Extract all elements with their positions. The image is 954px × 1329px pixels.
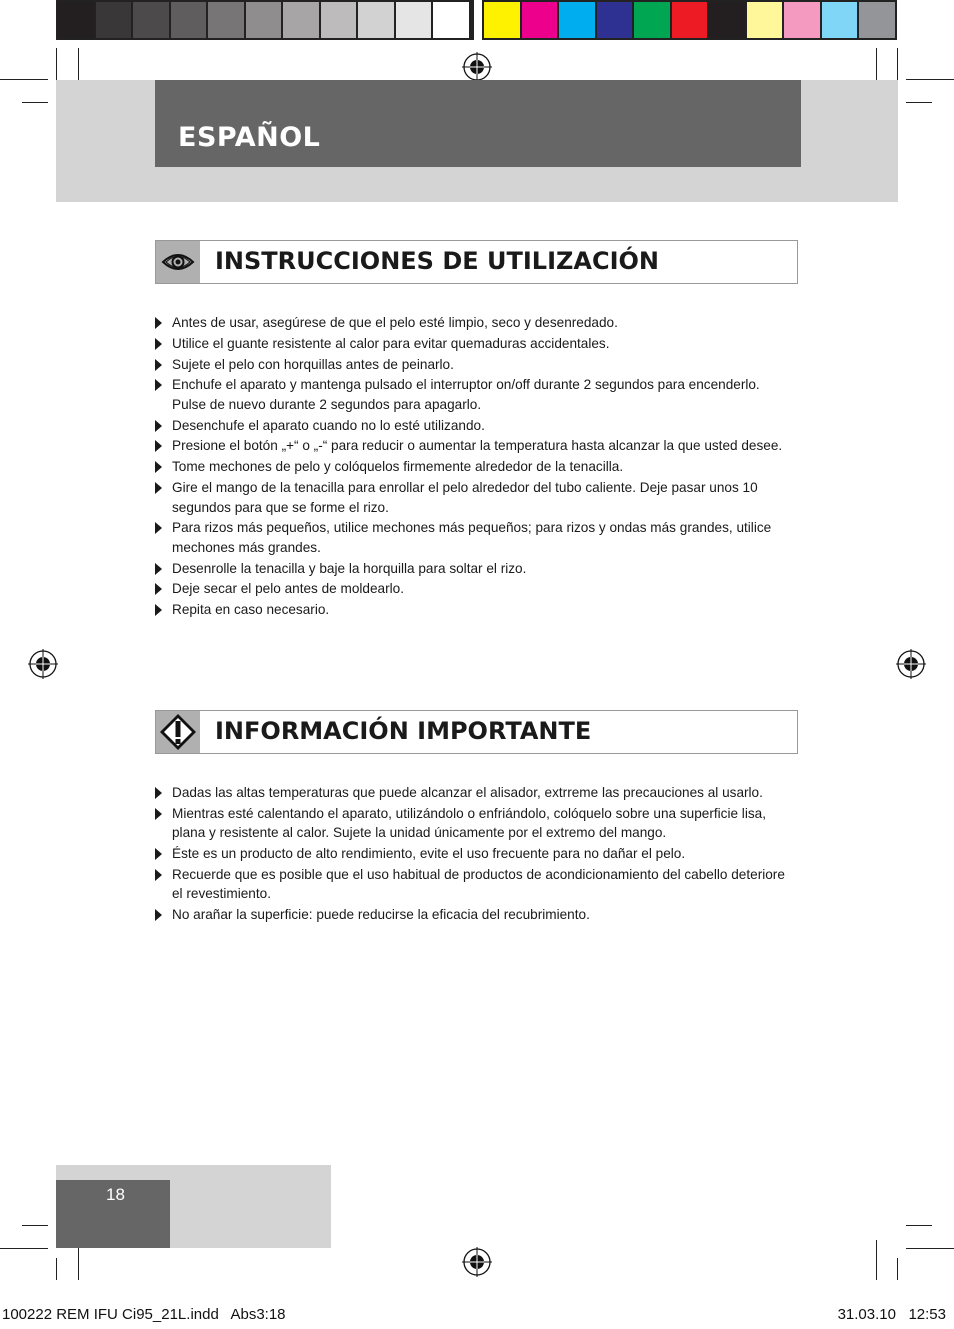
color-swatch (283, 2, 319, 38)
color-swatch (709, 2, 745, 38)
bullet-arrow-icon (155, 359, 162, 371)
color-swatch (321, 2, 357, 38)
list-item (155, 375, 785, 414)
bullet-arrow-icon (155, 420, 162, 432)
crop-mark (56, 1258, 57, 1280)
usage-instructions-list (155, 313, 785, 621)
color-swatch (208, 2, 244, 38)
color-swatch (559, 2, 595, 38)
eye-icon (156, 241, 200, 283)
bullet-arrow-icon (155, 440, 162, 452)
color-swatch (171, 2, 207, 38)
important-info-list (155, 783, 785, 926)
crop-mark (0, 79, 48, 80)
list-item (155, 355, 785, 375)
bullet-arrow-icon (155, 338, 162, 350)
list-item (155, 905, 785, 925)
bullet-arrow-icon (155, 848, 162, 860)
list-item (155, 600, 785, 620)
color-swatch (246, 2, 282, 38)
list-item (155, 783, 785, 803)
color-swatch (58, 2, 94, 38)
list-item-text: Para rizos más pequeños, utilice mechones más pequeños; para rizos y ondas más grandes, utilice mechones más grandes. (172, 520, 772, 555)
list-item-text: Repita en caso necesario. (172, 602, 330, 618)
list-item (155, 579, 785, 599)
color-swatch (597, 2, 633, 38)
list-item-text: Sujete el pelo con horquillas antes de peinarlo. (172, 356, 454, 372)
bullet-arrow-icon (155, 461, 162, 473)
list-item (155, 865, 785, 904)
file-slug: 100222 REM IFU Ci95_21L.indd Abs3:18 (2, 1306, 286, 1323)
bullet-arrow-icon (155, 522, 162, 534)
list-item-text: Tome mechones de pelo y colóquelos firmemente alrededor de la tenacilla. (172, 459, 624, 475)
important-section-title: INFORMACIÓN IMPORTANTE (215, 717, 592, 745)
crop-mark (906, 79, 954, 80)
list-item-text: Deje secar el pelo antes de moldearlo. (172, 581, 404, 597)
list-item-text: No arañar la superficie: puede reducirse la eficacia del recubrimiento. (172, 907, 590, 923)
bullet-arrow-icon (155, 787, 162, 799)
crop-mark (906, 102, 932, 103)
list-item (155, 416, 785, 436)
bullet-arrow-icon (155, 808, 162, 820)
bullet-arrow-icon (155, 563, 162, 575)
color-swatch (433, 2, 469, 38)
crop-mark (906, 1225, 932, 1226)
list-item (155, 559, 785, 579)
bullet-arrow-icon (155, 583, 162, 595)
crop-mark (906, 1248, 954, 1249)
list-item (155, 478, 785, 517)
crop-mark (897, 1258, 898, 1280)
list-item-text: Dadas las altas temperaturas que puede alcanzar el alisador, extrreme las precauciones al usarlo. (172, 785, 763, 800)
bullet-arrow-icon (155, 869, 162, 881)
color-swatch (672, 2, 708, 38)
color-swatch (522, 2, 558, 38)
list-item (155, 844, 785, 864)
color-swatch (747, 2, 783, 38)
bullet-arrow-icon (155, 482, 162, 494)
gray-color-bar (56, 0, 474, 40)
bullet-arrow-icon (155, 604, 162, 616)
color-swatch (96, 2, 132, 38)
list-item (155, 313, 785, 333)
color-swatch (634, 2, 670, 38)
color-swatch (396, 2, 432, 38)
date-slug: 31.03.10 12:53 (837, 1306, 946, 1323)
bullet-arrow-icon (155, 909, 162, 921)
crop-mark (0, 1248, 48, 1249)
list-item-text: Enchufe el aparato y mantenga pulsado el interruptor on/off durante 2 segundos para encenderlo. Pulse de nuevo durante 2 segundos para apagarlo. (172, 377, 760, 412)
bullet-arrow-icon (155, 379, 162, 391)
crop-mark (22, 1225, 48, 1226)
color-swatch (822, 2, 858, 38)
color-swatch (784, 2, 820, 38)
registration-mark-icon (28, 649, 58, 679)
important-section-header (155, 710, 798, 754)
list-item (155, 457, 785, 477)
exclamation-icon (156, 711, 200, 753)
process-color-bar (482, 0, 897, 40)
color-swatch (133, 2, 169, 38)
list-item-text: Éste es un producto de alto rendimiento, evite el uso frecuente para no dañar el pelo. (172, 846, 686, 862)
crop-mark (22, 102, 48, 103)
crop-mark (876, 1240, 877, 1280)
color-swatch (484, 2, 520, 38)
list-item-text: Presione el botón „+“ o „-“ para reducir o aumentar la temperatura hasta alcanzar la que usted desee. (172, 438, 783, 454)
registration-mark-icon (896, 649, 926, 679)
registration-mark-icon (462, 52, 492, 82)
usage-section-header (155, 240, 798, 284)
list-item-text: Desenchufe el aparato cuando no lo esté utilizando. (172, 417, 485, 433)
list-item (155, 436, 785, 456)
color-swatch (358, 2, 394, 38)
list-item (155, 518, 785, 557)
list-item (155, 804, 785, 843)
list-item-text: Gire el mango de la tenacilla para enrollar el pelo alrededor del tubo caliente. Deje pasar unos 10 segundos para que se forme el rizo. (172, 480, 758, 515)
page-number: 18 (106, 1185, 125, 1204)
language-title: ESPAÑOL (178, 122, 321, 153)
color-swatch (859, 2, 895, 38)
list-item-text: Antes de usar, asegúrese de que el pelo esté limpio, seco y desenredado. (172, 315, 618, 330)
list-item-text: Recuerde que es posible que el uso habitual de productos de acondicionamiento del cabello deteriore el revestimiento. (172, 866, 785, 902)
usage-section-title: INSTRUCCIONES DE UTILIZACIÓN (215, 247, 660, 275)
list-item-text: Utilice el guante resistente al calor para evitar quemaduras accidentales. (172, 335, 610, 351)
list-item-text: Mientras esté calentando el aparato, utilizándolo o enfriándolo, colóquelo sobre una superficie lisa, plana y resistente al calor. Sujete la unidad únicamente por el extremo del mango. (172, 805, 766, 841)
list-item-text: Desenrolle la tenacilla y baje la horquilla para soltar el rizo. (172, 560, 527, 576)
list-item (155, 334, 785, 354)
registration-mark-icon (462, 1247, 492, 1277)
bullet-arrow-icon (155, 317, 162, 329)
